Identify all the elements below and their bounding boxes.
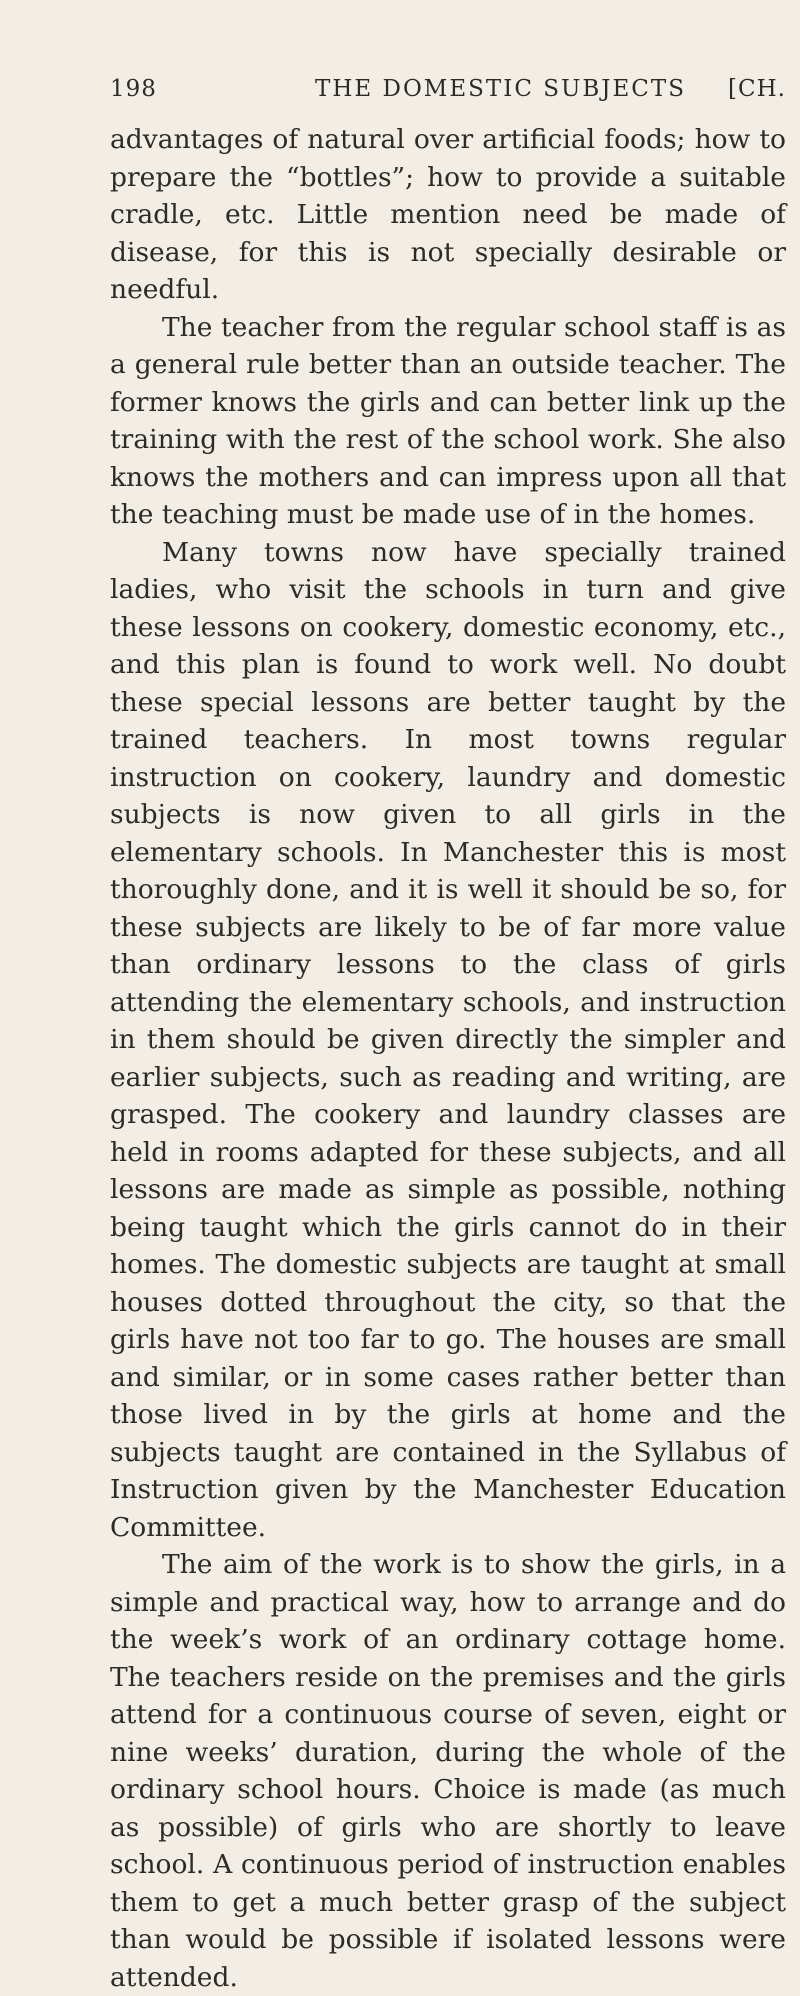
chapter-marker: [CH. <box>728 76 786 102</box>
running-title: THE DOMESTIC SUBJECTS <box>315 76 686 102</box>
paragraph: The teacher from the regular school staff is as a general rule better than an outside teacher. The former knows the girls and can better link up the training with the rest of the school work. She also knows the mothers and can impress upon all that the teaching must be made use of in the homes. <box>110 311 786 530</box>
page-number: 198 <box>110 76 157 102</box>
paragraph-continued: advantages of natural over artificial foods; how to prepare the “bottles”; how to provide a suitable cradle, etc. Little mention need be made of disease, for this is not specially desirable or needful. <box>110 124 786 305</box>
running-header <box>110 76 786 116</box>
paragraph: Many towns now have specially trained ladies, who visit the schools in turn and give these lessons on cookery, domestic economy, etc., and this plan is found to work well. No doubt these special lessons are better taught by the trained teachers. In most towns regular instruction on cookery, laundry and domestic subjects is now given to all girls in the elementary schools. In Manchester this is most thoroughly done, and it is well it should be so, for these subjects are likely to be of far more value than ordinary lessons to the class of girls attending the elementary schools, and instruction in them should be given directly the simpler and earlier subjects, such as reading and writing, are grasped. The cookery and laundry classes are held in rooms adapted for these subjects, and all lessons are made as simple as possible, nothing being taught which the girls cannot do in their homes. The domestic subjects are taught at small houses dotted throughout the city, so that the girls have not too far to go. The houses are small and similar, or in some cases rather better than those lived in by the girls at home and the subjects taught are contained in the Syllabus of Instruction given by the Manchester Education Committee. <box>110 536 786 1543</box>
body-text <box>110 121 786 1996</box>
paragraph: The aim of the work is to show the girls, in a simple and practical way, how to arrange and do the week’s work of an ordinary cottage home. The teachers reside on the premises and the girls attend for a continuous course of seven, eight or nine weeks’ duration, during the whole of the ordinary school hours. Choice is made (as much as possible) of girls who are shortly to leave school. A continuous period of instruction enables them to get a much better grasp of the subject than would be possible if isolated lessons were attended. <box>110 1549 786 1993</box>
